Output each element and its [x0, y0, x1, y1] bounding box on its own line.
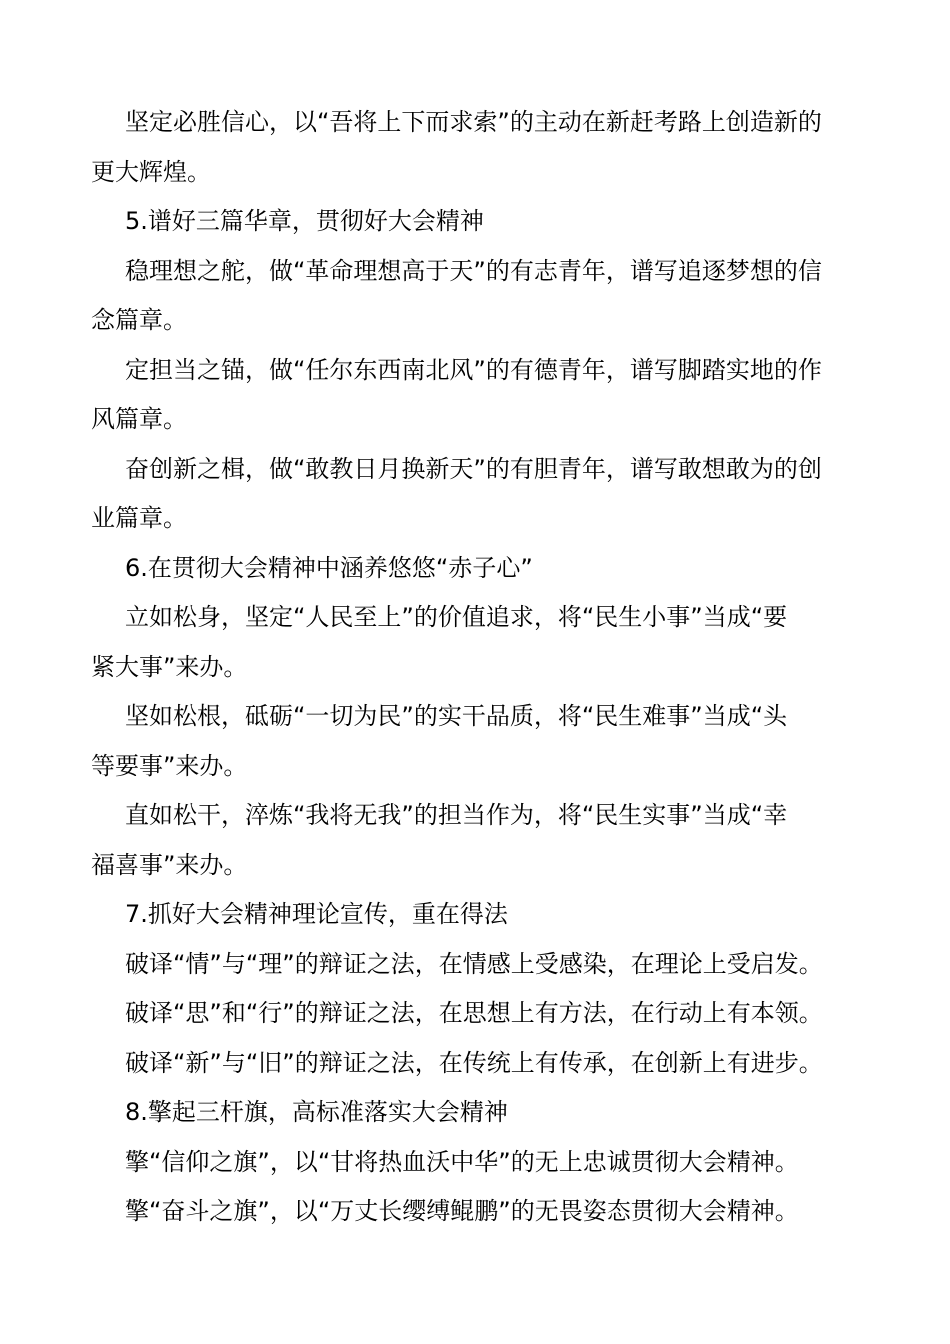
heading-text: 7.抓好大会精神理论宣传，重在得法 — [125, 900, 508, 928]
paragraph — [91, 791, 859, 890]
paragraph-line: 福喜事”来办。 — [91, 850, 248, 879]
paragraph-line: 擎“信仰之旗”，以“甘将热血沃中华”的无上忠诚贯彻大会精神。 — [125, 1147, 799, 1176]
paragraph-line: 风篇章。 — [91, 405, 187, 433]
paragraph-line: 定担当之锚，做“任尔东西南北风”的有德青年，谱写脚踏实地的作 — [125, 355, 822, 384]
document-body — [91, 98, 859, 1237]
heading-text: 8.擎起三杆旗，高标准落实大会精神 — [125, 1098, 508, 1126]
paragraph — [91, 989, 859, 1039]
paragraph-line: 破译“新”与“旧”的辩证之法，在传统上有传承，在创新上有进步。 — [125, 1048, 823, 1077]
paragraph-line: 念篇章。 — [91, 306, 187, 334]
paragraph — [91, 98, 859, 197]
paragraph — [91, 692, 859, 791]
paragraph — [91, 1039, 859, 1089]
paragraph-line: 破译“思”和“行”的辩证之法，在思想上有方法，在行动上有本领。 — [125, 999, 823, 1027]
paragraph — [91, 247, 859, 346]
section-heading — [91, 197, 859, 247]
paragraph-line: 坚定必胜信心，以“吾将上下而求索”的主动在新赶考路上创造新的 — [125, 108, 822, 136]
heading-text: 6.在贯彻大会精神中涵养悠悠“赤子心” — [125, 553, 533, 582]
paragraph-line: 破译“情”与“理”的辩证之法，在情感上受感染，在理论上受启发。 — [125, 949, 823, 978]
paragraph-line: 等要事”来办。 — [91, 751, 248, 780]
paragraph-line: 立如松身，坚定“人民至上”的价值追求，将“民生小事”当成“要 — [125, 603, 788, 631]
section-heading — [91, 1088, 859, 1138]
paragraph — [91, 346, 859, 445]
paragraph-line: 紧大事”来办。 — [91, 652, 248, 681]
paragraph-line: 擎“奋斗之旗”，以“万丈长缨缚鲲鹏”的无畏姿态贯彻大会精神。 — [125, 1197, 799, 1225]
paragraph — [91, 1187, 859, 1237]
paragraph — [91, 1138, 859, 1188]
paragraph-line: 坚如松根，砥砺“一切为民”的实干品质，将“民生难事”当成“头 — [125, 702, 788, 730]
paragraph — [91, 940, 859, 990]
heading-text: 5.谱好三篇华章，贯彻好大会精神 — [125, 207, 484, 235]
paragraph — [91, 445, 859, 544]
section-heading — [91, 890, 859, 940]
paragraph-line: 奋创新之楫，做“敢教日月换新天”的有胆青年，谱写敢想敢为的创 — [125, 454, 822, 483]
section-heading — [91, 544, 859, 594]
paragraph — [91, 593, 859, 692]
paragraph-line: 更大辉煌。 — [91, 157, 211, 186]
paragraph-line: 业篇章。 — [91, 504, 187, 532]
paragraph-line: 稳理想之舵，做“革命理想高于天”的有志青年，谱写追逐梦想的信 — [125, 256, 822, 285]
paragraph-line: 直如松干，淬炼“我将无我”的担当作为，将“民生实事”当成“幸 — [125, 801, 788, 829]
